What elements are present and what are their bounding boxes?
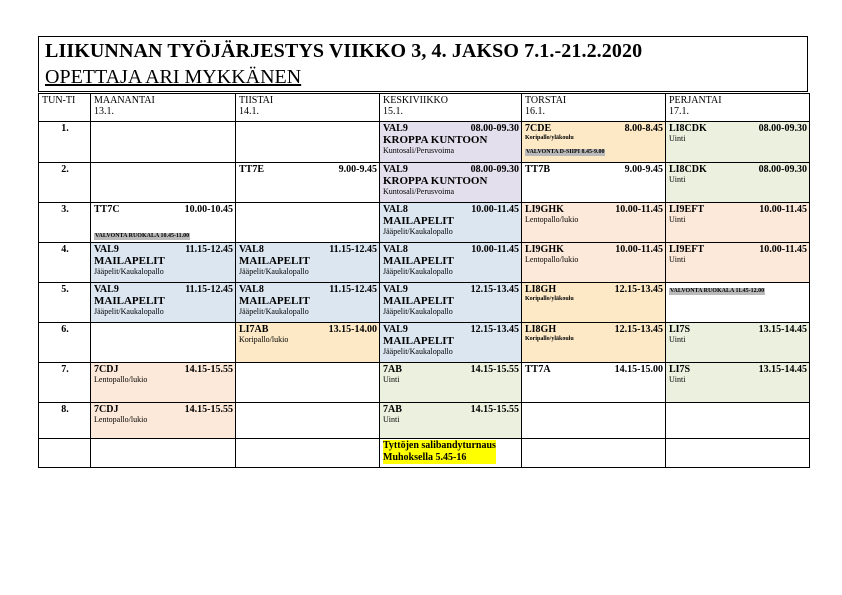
cell-fri-3: LI9EFT 10.00-11.45 Uinti [666,203,810,243]
table-row [39,323,810,363]
lesson-number: 5. [39,283,91,323]
supervision-note: VALVONTA D-SIIPI 8.45-9.00 [526,149,605,155]
cell-thu-2: TT7B 9.00-9.45 [522,163,666,203]
table-header-row [39,94,810,122]
cell-wed-1: VAL9 08.00-09.30 KROPPA KUNTOON Kuntosali/Perusvoima [380,122,522,163]
col-header-monday: MAANANTAI 13.1. [91,94,236,122]
cell-mon-3: TT7C 10.00-10.45 VALVONTA RUOKALA 10.45-11.00 [91,203,236,243]
table-row [39,283,810,323]
cell-mon-6 [91,323,236,363]
cell-tue-8 [236,403,380,439]
cell-wed-9 [380,439,522,468]
cell-wed-6: VAL9 12.15-13.45 MAILAPELIT Jääpelit/Kaukalopallo [380,323,522,363]
cell-thu-8 [522,403,666,439]
cell-mon-9 [91,439,236,468]
cell-mon-8: 7CDJ 14.15-15.55 Lentopallo/lukio [91,403,236,439]
cell-tue-3 [236,203,380,243]
table-row [39,163,810,203]
lesson-number: 1. [39,122,91,163]
cell-tue-9 [236,439,380,468]
cell-thu-1: 7CDE 8.00-8.45 Koripallo/yläkoulu VALVONTA D-SIIPI 8.45-9.00 [522,122,666,163]
cell-mon-5: VAL9 11.15-12.45 MAILAPELIT Jääpelit/Kaukalopallo [91,283,236,323]
teacher-name: OPETTAJA ARI MYKKÄNEN [45,66,302,88]
cell-fri-7: LI7S 13.15-14.45 Uinti [666,363,810,403]
col-header-friday: PERJANTAI 17.1. [666,94,810,122]
lesson-number: 2. [39,163,91,203]
table-row [39,403,810,439]
cell-wed-4: VAL8 10.00-11.45 MAILAPELIT Jääpelit/Kaukalopallo [380,243,522,283]
lesson-number: 8. [39,403,91,439]
cell-fri-8 [666,403,810,439]
col-header-wednesday: KESKIVIIKKO 15.1. [380,94,522,122]
lesson-number [39,439,91,468]
cell-wed-8: 7AB 14.15-15.55 Uinti [380,403,522,439]
lesson-number: 7. [39,363,91,403]
col-header-tunti: TUN-TI [39,94,91,122]
cell-thu-3: LI9GHK 10.00-11.45 Lentopallo/lukio [522,203,666,243]
col-header-tuesday: TIISTAI 14.1. [236,94,380,122]
cell-mon-2 [91,163,236,203]
tournament-note: Tyttöjen salibandyturnaus Muhoksella 5.45-16 [383,440,496,463]
cell-tue-5: VAL8 11.15-12.45 MAILAPELIT Jääpelit/Kaukalopallo [236,283,380,323]
cell-tue-4: VAL8 11.15-12.45 MAILAPELIT Jääpelit/Kaukalopallo [236,243,380,283]
cell-wed-3: VAL8 10.00-11.45 MAILAPELIT Jääpelit/Kaukalopallo [380,203,522,243]
col-header-thursday: TORSTAI 16.1. [522,94,666,122]
cell-wed-7: 7AB 14.15-15.55 Uinti [380,363,522,403]
supervision-note: VALVONTA RUOKALA 10.45-11.00 [95,233,190,239]
cell-mon-7: 7CDJ 14.15-15.55 Lentopallo/lukio [91,363,236,403]
cell-tue-1 [236,122,380,163]
table-row [39,203,810,243]
lesson-number: 6. [39,323,91,363]
cell-tue-6: LI7AB 13.15-14.00 Koripallo/lukio [236,323,380,363]
cell-fri-2: LI8CDK 08.00-09.30 Uinti [666,163,810,203]
cell-fri-9 [666,439,810,468]
cell-tue-7 [236,363,380,403]
cell-thu-9 [522,439,666,468]
cell-mon-1 [91,122,236,163]
cell-fri-6: LI7S 13.15-14.45 Uinti [666,323,810,363]
table-row [39,363,810,403]
cell-wed-5: VAL9 12.15-13.45 MAILAPELIT Jääpelit/Kaukalopallo [380,283,522,323]
page-title: LIIKUNNAN TYÖJÄRJESTYS VIIKKO 3, 4. JAKSO 7.1.-21.2.2020 [45,40,643,62]
cell-thu-6: LI8GH 12.15-13.45 Koripallo/yläkoulu [522,323,666,363]
cell-wed-2: VAL9 08.00-09.30 KROPPA KUNTOON Kuntosali/Perusvoima [380,163,522,203]
cell-thu-4: LI9GHK 10.00-11.45 Lentopallo/lukio [522,243,666,283]
table-row [39,122,810,163]
table-row [39,439,810,468]
lesson-number: 3. [39,203,91,243]
lesson-number: 4. [39,243,91,283]
cell-fri-4: LI9EFT 10.00-11.45 Uinti [666,243,810,283]
table-row [39,243,810,283]
supervision-note: VALVONTA RUOKALA 11.45-12.00 [670,288,765,294]
cell-fri-1: LI8CDK 08.00-09.30 Uinti [666,122,810,163]
cell-thu-5: LI8GH 12.15-13.45 Koripallo/yläkoulu [522,283,666,323]
cell-thu-7: TT7A 14.15-15.00 [522,363,666,403]
cell-tue-2: TT7E 9.00-9.45 [236,163,380,203]
page-header [38,36,808,92]
cell-fri-5 [666,283,810,323]
schedule-table [38,93,810,468]
cell-mon-4: VAL9 11.15-12.45 MAILAPELIT Jääpelit/Kaukalopallo [91,243,236,283]
